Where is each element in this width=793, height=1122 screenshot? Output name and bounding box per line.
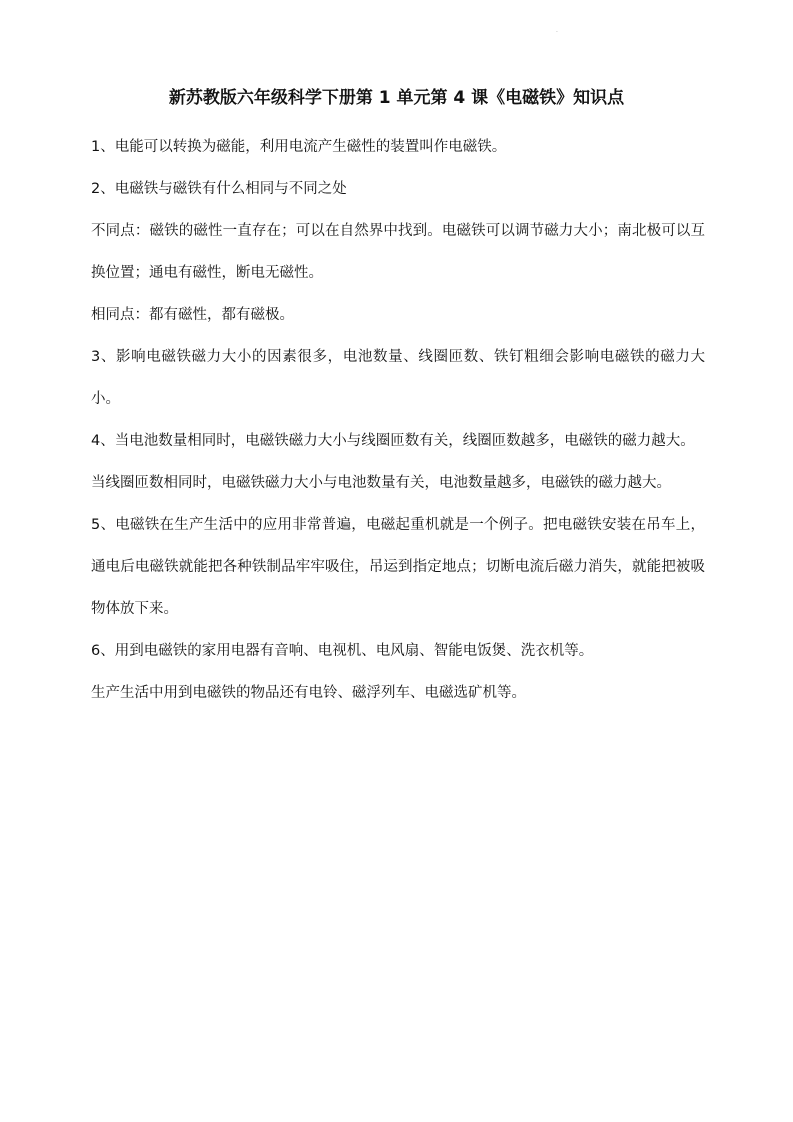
corner-mark: · xyxy=(556,29,558,36)
paragraph-similarities: 相同点：都有磁性，都有磁极。 xyxy=(91,307,294,323)
paragraph-2: 2、电磁铁与磁铁有什么相同与不同之处 xyxy=(91,181,347,197)
paragraph-1: 1、电能可以转换为磁能，利用电流产生磁性的装置叫作电磁铁。 xyxy=(91,139,507,155)
page-title: 新苏教版六年级科学下册第 1 单元第 4 课《电磁铁》知识点 xyxy=(168,88,625,108)
paragraph-5: 5、电磁铁在生产生活中的应用非常普遍，电磁起重机就是一个例子。把电磁铁安装在吊车上，通电后电磁铁就能把各种铁制品牢牢吸住，吊运到指定地点；切断电流后磁力消失，就能把被吸物体放下来。 xyxy=(91,517,705,617)
paragraph-4: 4、当电池数量相同时，电磁铁磁力大小与线圈匝数有关，线圈匝数越多，电磁铁的磁力越大。 xyxy=(91,433,695,449)
paragraph-6-continued: 生产生活中用到电磁铁的物品还有电铃、磁浮列车、电磁选矿机等。 xyxy=(91,685,526,701)
document-body xyxy=(91,126,705,714)
paragraph-differences: 不同点：磁铁的磁性一直存在；可以在自然界中找到。电磁铁可以调节磁力大小；南北极可以互换位置；通电有磁性，断电无磁性。 xyxy=(91,223,705,281)
paragraph-4-continued: 当线圈匝数相同时，电磁铁磁力大小与电池数量有关，电池数量越多，电磁铁的磁力越大。 xyxy=(91,475,671,491)
paragraph-6: 6、用到电磁铁的家用电器有音响、电视机、电风扇、智能电饭煲、洗衣机等。 xyxy=(91,643,594,659)
paragraph-3: 3、影响电磁铁磁力大小的因素很多，电池数量、线圈匝数、铁钉粗细会影响电磁铁的磁力大小。 xyxy=(91,349,705,407)
